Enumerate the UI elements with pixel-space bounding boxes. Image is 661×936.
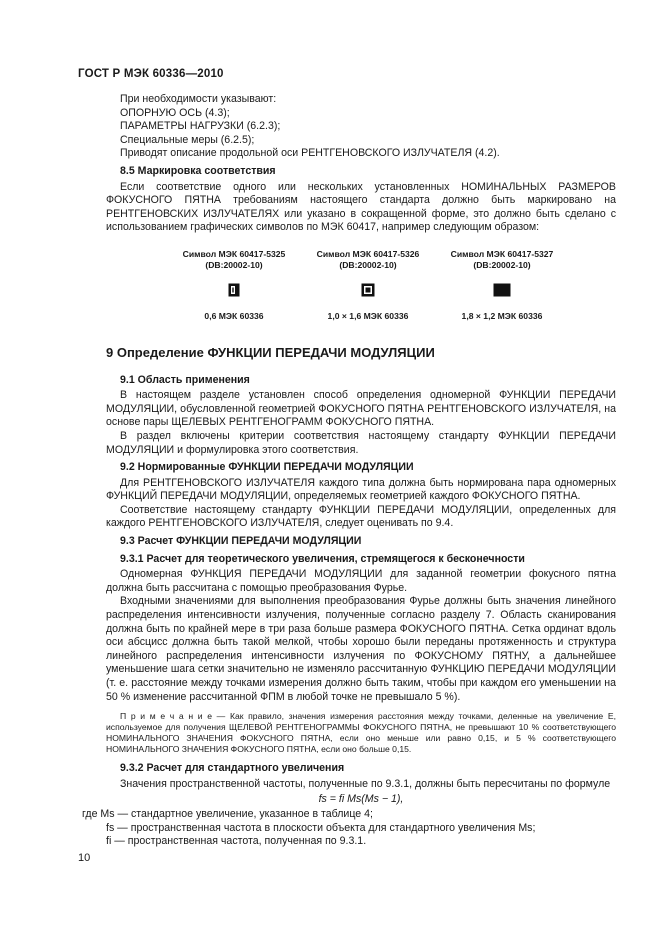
page-content	[82, 93, 616, 849]
intro-line: При необходимости указывают:	[120, 93, 277, 105]
section-9-1-paragraph: В раздел включены критерии соответствия настоящему стандарту ФУНКЦИИ ПЕРЕДАЧИ МОДУЛЯЦИИ и формулировка этого соответствия.	[106, 429, 616, 456]
definition-fi: fi — пространственная частота, полученная по 9.3.1.	[106, 835, 367, 848]
section-9-3-1-paragraph: Одномерная ФУНКЦИЯ ПЕРЕДАЧИ МОДУЛЯЦИИ для заданной геометрии фокусного пятна должна быть рассчитана с помощью преобразования Фурье.	[106, 568, 616, 594]
section-9-3-2-paragraph: Значения пространственной частоты, полученные по 9.3.1, должны быть пересчитаны по формуле	[120, 777, 611, 790]
focal-spot-symbol-icon	[225, 281, 243, 299]
section-9-3-1-note: П р и м е ч а н и е — Как правило, значения измерения расстояния между точками, деленные на увеличение E, используемое для получения ЩЕЛЕВОЙ РЕНТГЕНОГРАММЫ ФОКУСНОГО ПЯТНА, не превышают 10 % соответствующего НОМИНАЛЬНОГО ЗНАЧЕНИЯ ФОКУСНОГО ПЯТНА, если оно меньше или равно 0,15, и 5 % соответствующего НОМИНАЛЬНОГО ЗНАЧЕНИЯ ФОКУСНОГО ПЯТНА, если оно больше 0,15.	[106, 711, 616, 755]
symbol-code: (DB:20002-10)	[473, 259, 531, 270]
marking-symbols	[106, 249, 616, 322]
formula-definitions	[82, 808, 616, 849]
intro-line: ОПОРНУЮ ОСЬ (4.3);	[120, 106, 230, 119]
section-9-2-heading: 9.2 Нормированные ФУНКЦИИ ПЕРЕДАЧИ МОДУЛЯЦИИ	[120, 461, 414, 474]
focal-spot-symbol-icon	[359, 281, 377, 299]
section-9-3-1-paragraph: Входными значениями для выполнения преобразования Фурье должны быть значения линейного распределения интенсивности излучения, полученные согласно разделу 7. Область сканирования должна быть по крайней мере в три раза больше размера ФОКУСНОГО ПЯТНА. Сетка ординат вдоль оси абсцисс должна быть такой мелкой, чтобы хорошо были переданы протяженность и структура линейного распределения интенсивности излучения по ФОКУСНОМУ ПЯТНУ, а дальнейшее уменьшение шага сетки значительно не изменяло рассчитанную ФУНКЦИЮ ПЕРЕДАЧИ МОДУЛЯЦИИ (т. е. расстояние между точками измерения должно быть таким, чтобы при каждом его уменьшении на 50 % изменение рассчитанной ФПМ в любой точке не превышало 5 %).	[106, 595, 616, 703]
frequency-formula: fs = fi Ms(Ms − 1),	[318, 793, 404, 806]
section-8-5-heading: 8.5 Маркировка соответствия	[120, 164, 276, 177]
definition-ms: где Ms — стандартное увеличение, указанное в таблице 4;	[82, 807, 373, 820]
definition-fs: fs — пространственная частота в плоскости объекта для стандартного увеличения Ms;	[106, 821, 536, 834]
symbol-code: (DB:20002-10)	[205, 259, 263, 270]
intro-line: ПАРАМЕТРЫ НАГРУЗКИ (6.2.3);	[120, 120, 281, 133]
symbol-label: 1,0 × 1,6 МЭК 60336	[327, 310, 409, 321]
symbol-caption: Символ МЭК 60417-5327	[450, 248, 554, 259]
section-9-3-2-heading: 9.3.2 Расчет для стандартного увеличения	[120, 762, 345, 775]
intro-line: Специальные меры (6.2.5);	[120, 133, 255, 146]
symbol-code: (DB:20002-10)	[339, 259, 397, 270]
symbol-5326	[312, 249, 424, 322]
page-number: 10	[78, 852, 91, 864]
symbol-5327	[446, 249, 558, 322]
symbol-caption: Символ МЭК 60417-5326	[316, 248, 420, 259]
symbol-label: 1,8 × 1,2 МЭК 60336	[461, 310, 543, 321]
intro-block	[106, 93, 616, 161]
section-9-3-1-heading: 9.3.1 Расчет для теоретического увеличения, стремящегося к бесконечности	[120, 552, 525, 565]
symbol-caption: Символ МЭК 60417-5325	[182, 248, 286, 259]
section-9-1-paragraph: В настоящем разделе установлен способ определения одномерной ФУНКЦИИ ПЕРЕДАЧИ МОДУЛЯЦИИ, обусловленной геометрией ФОКУСНОГО ПЯТНА РЕНТГЕНОВСКОГО ИЗЛУЧАТЕЛЯ, на основе пары ЩЕЛЕВЫХ РЕНТГЕНОГРАММ ФОКУСНОГО ПЯТНА.	[106, 389, 616, 429]
section-9-1-heading: 9.1 Область применения	[120, 373, 250, 386]
symbol-label: 0,6 МЭК 60336	[204, 310, 264, 321]
section-9-3-heading: 9.3 Расчет ФУНКЦИИ ПЕРЕДАЧИ МОДУЛЯЦИИ	[120, 535, 362, 548]
symbol-5325	[178, 249, 290, 322]
standard-header: ГОСТ Р МЭК 60336—2010	[78, 68, 224, 80]
section-8-5-paragraph: Если соответствие одного или нескольких установленных НОМИНАЛЬНЫХ РАЗМЕРОВ ФОКУСНОГО ПЯТНА требованиям настоящего стандарта должно быть маркировано на РЕНТГЕНОВСКИХ ИЗЛУЧАТЕЛЯХ или указано в сокращенной форме, это должно быть сделано с использованием графических символов по МЭК 60417, например следующим образом:	[106, 180, 616, 234]
section-9-2-paragraph: Для РЕНТГЕНОВСКОГО ИЗЛУЧАТЕЛЯ каждого типа должна быть нормирована пара одномерных ФУНКЦИЙ ПЕРЕДАЧИ МОДУЛЯЦИИ, определяемых геометрией каждого ФОКУСНОГО ПЯТНА.	[106, 476, 616, 503]
intro-line: Приводят описание продольной оси РЕНТГЕНОВСКОГО ИЗЛУЧАТЕЛЯ (4.2).	[120, 147, 500, 160]
section-9-heading: 9 Определение ФУНКЦИИ ПЕРЕДАЧИ МОДУЛЯЦИИ	[106, 344, 435, 360]
section-9-2-paragraph: Соответствие настоящему стандарту ФУНКЦИИ ПЕРЕДАЧИ МОДУЛЯЦИИ, определенных для каждого РЕНТГЕНОВСКОГО ИЗЛУЧАТЕЛЯ, следует оценивать по 9.4.	[106, 503, 616, 530]
focal-spot-symbol-icon	[493, 281, 511, 299]
